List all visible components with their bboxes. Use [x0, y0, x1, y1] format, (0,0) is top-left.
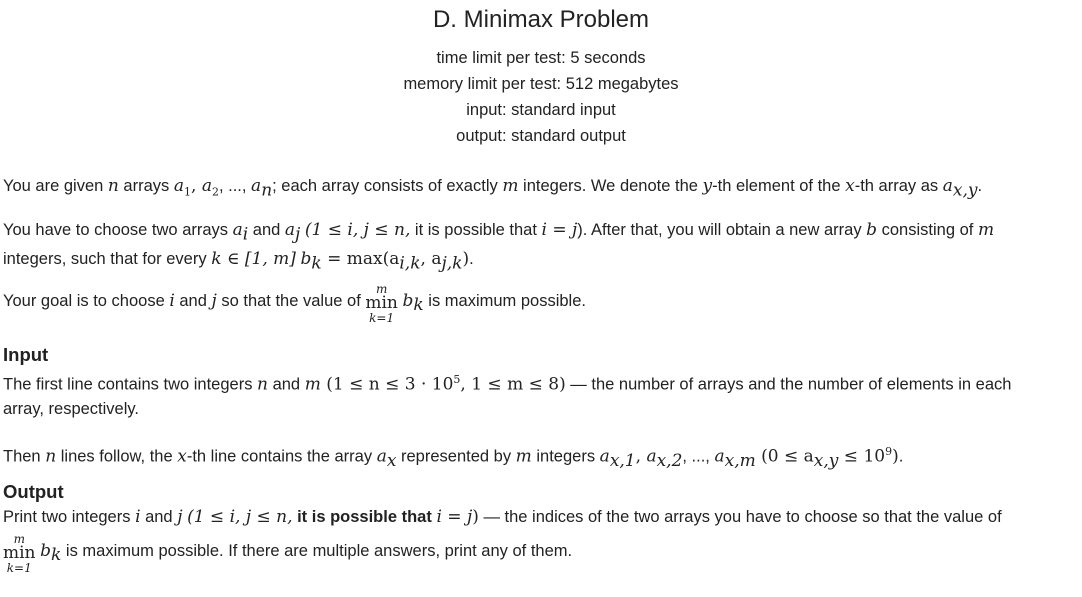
input-paragraph-1: The first line contains two integers n and m ($1 \le n \le 3 \cdot 10^5$, 1 ≤ m ≤ 8) — the number of arrays and the number of elements in each array, respectively.	[3, 373, 1012, 418]
input-spec: input: standard input	[466, 101, 616, 119]
min-operator: m min k=1	[365, 282, 398, 325]
time-limit: time limit per test: 5 seconds	[436, 49, 646, 67]
problem-header	[0, 0, 1082, 149]
min-operator: m min k=1	[3, 532, 36, 575]
statement-paragraph-2: You have to choose two arrays $a_i$ and $a_j$ (1 ≤ i, j ≤ n, it is possible that i = j). After that, you will obtain a new array b consisting of m integers, such that for every k ∈ [1, m] $b_k = \max(a_{i,k}$, $a_{j,k}$).	[3, 220, 995, 274]
memory-limit: memory limit per test: 512 megabytes	[403, 75, 679, 93]
input-paragraph-2: Then n lines follow, the x-th line contains the array $a_x$ represented by m integers $a_{x,1}$, $a_{x,2}$, ..., $a_{x,m}$ $(0 \le a_{x,y} \le 10^9)$.	[3, 444, 904, 471]
output-paragraph: Print two integers i and j (1 ≤ i, j ≤ n, it is possible that i = j) — the indices of the two arrays you have to choose so that the value of m min k=1 $b_k$ is maximum possible. If there are multiple answers, print any of them.	[3, 507, 1002, 575]
output-section	[3, 479, 1078, 575]
problem-title: D. Minimax Problem	[432, 6, 650, 33]
output-heading: Output	[3, 481, 64, 502]
output-spec: output: standard output	[456, 127, 626, 145]
input-heading: Input	[3, 344, 49, 365]
statement-paragraph-3: Your goal is to choose i and j so that the value of m min k=1 $b_k$ is maximum possible.	[3, 282, 586, 325]
input-section	[3, 342, 1078, 472]
statement-paragraph-1: You are given n arrays $a_1$, $a_2$, ..., $a_n$; each array consists of exactly m integers. We denote the y-th element of the x-th array as $a_{x,y}$.	[3, 176, 983, 201]
